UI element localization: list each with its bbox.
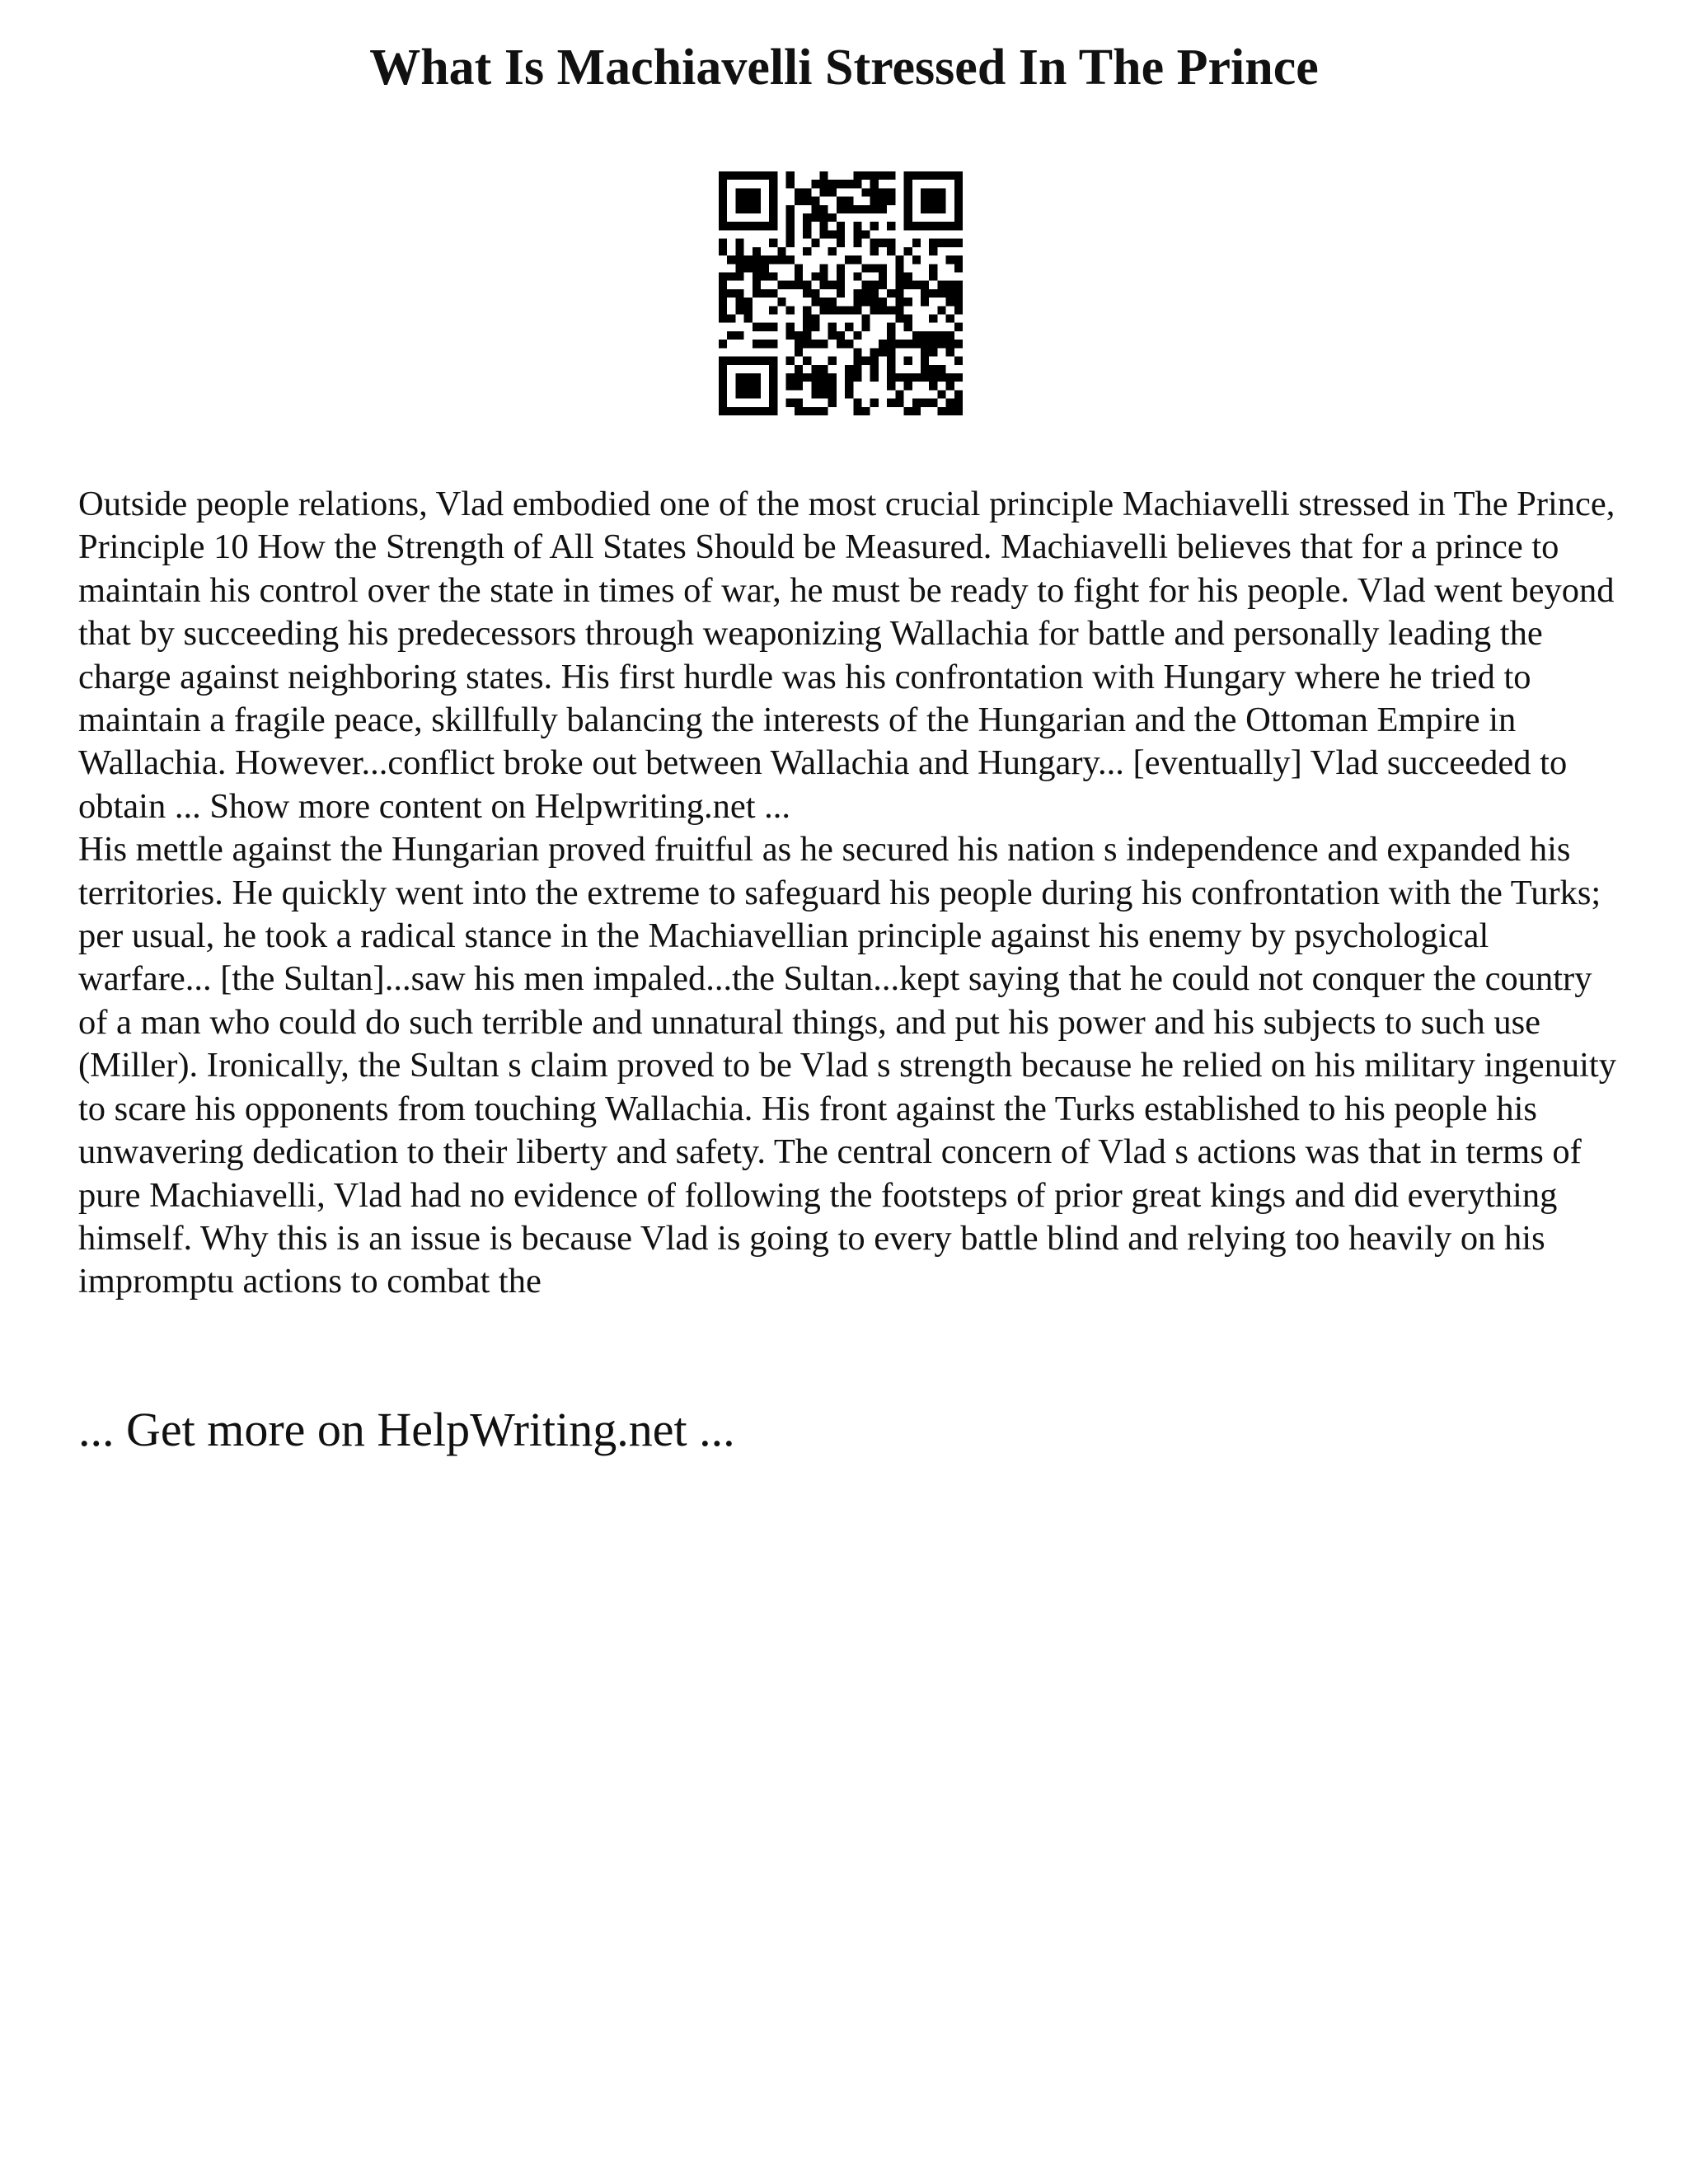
- qr-code-icon[interactable]: [719, 171, 963, 415]
- paragraph-2: His mettle against the Hungarian proved fruitful as he secured his nation s independence and expanded his territories. He quickly went into the extreme to safeguard his people during his confrontation with the Turks; per usual, he took a radical stance in the Machiavellian principle against his enemy by psychological warfare... [the Sultan]...saw his men impaled...the Sultan...kept saying that he could not conquer the country of a man who could do such terrible and unnatural things, and put his power and his subjects to such use (Miller). Ironically, the Sultan s claim proved to be Vlad s strength because he relied on his military ingenuity to scare his opponents from touching Wallachia. His front against the Turks established to his people his unwavering dedication to their liberty and safety. The central concern of Vlad s actions was that in terms of pure Machiavelli, Vlad had no evidence of following the footsteps of prior great kings and did everything himself. Why this is an issue is because Vlad is going to every battle blind and relying too heavily on his impromptu actions to combat the: [78, 830, 1616, 1301]
- paragraph-1: Outside people relations, Vlad embodied one of the most crucial principle Machiavelli stressed in The Prince, Principle 10 How the Strength of All States Should be Measured. Machiavelli believes that for a prince to maintain his control over the state in times of war, he must be ready to fight for his people. Vlad went beyond that by succeeding his predecessors through weaponizing Wallachia for battle and personally leading the charge against neighboring states. His first hurdle was his confrontation with Hungary where he tried to maintain a fragile peace, skillfully balancing the interests of the Hungarian and the Ottoman Empire in Wallachia. However...conflict broke out between Wallachia and Hungary... [eventually] Vlad succeeded to obtain ... Show more content on Helpwriting.net ...: [78, 485, 1615, 826]
- article-body: [78, 483, 1620, 1304]
- get-more-link[interactable]: ... Get more on HelpWriting.net ...: [78, 1403, 735, 1456]
- page-title: What Is Machiavelli Stressed In The Prince: [369, 40, 1319, 96]
